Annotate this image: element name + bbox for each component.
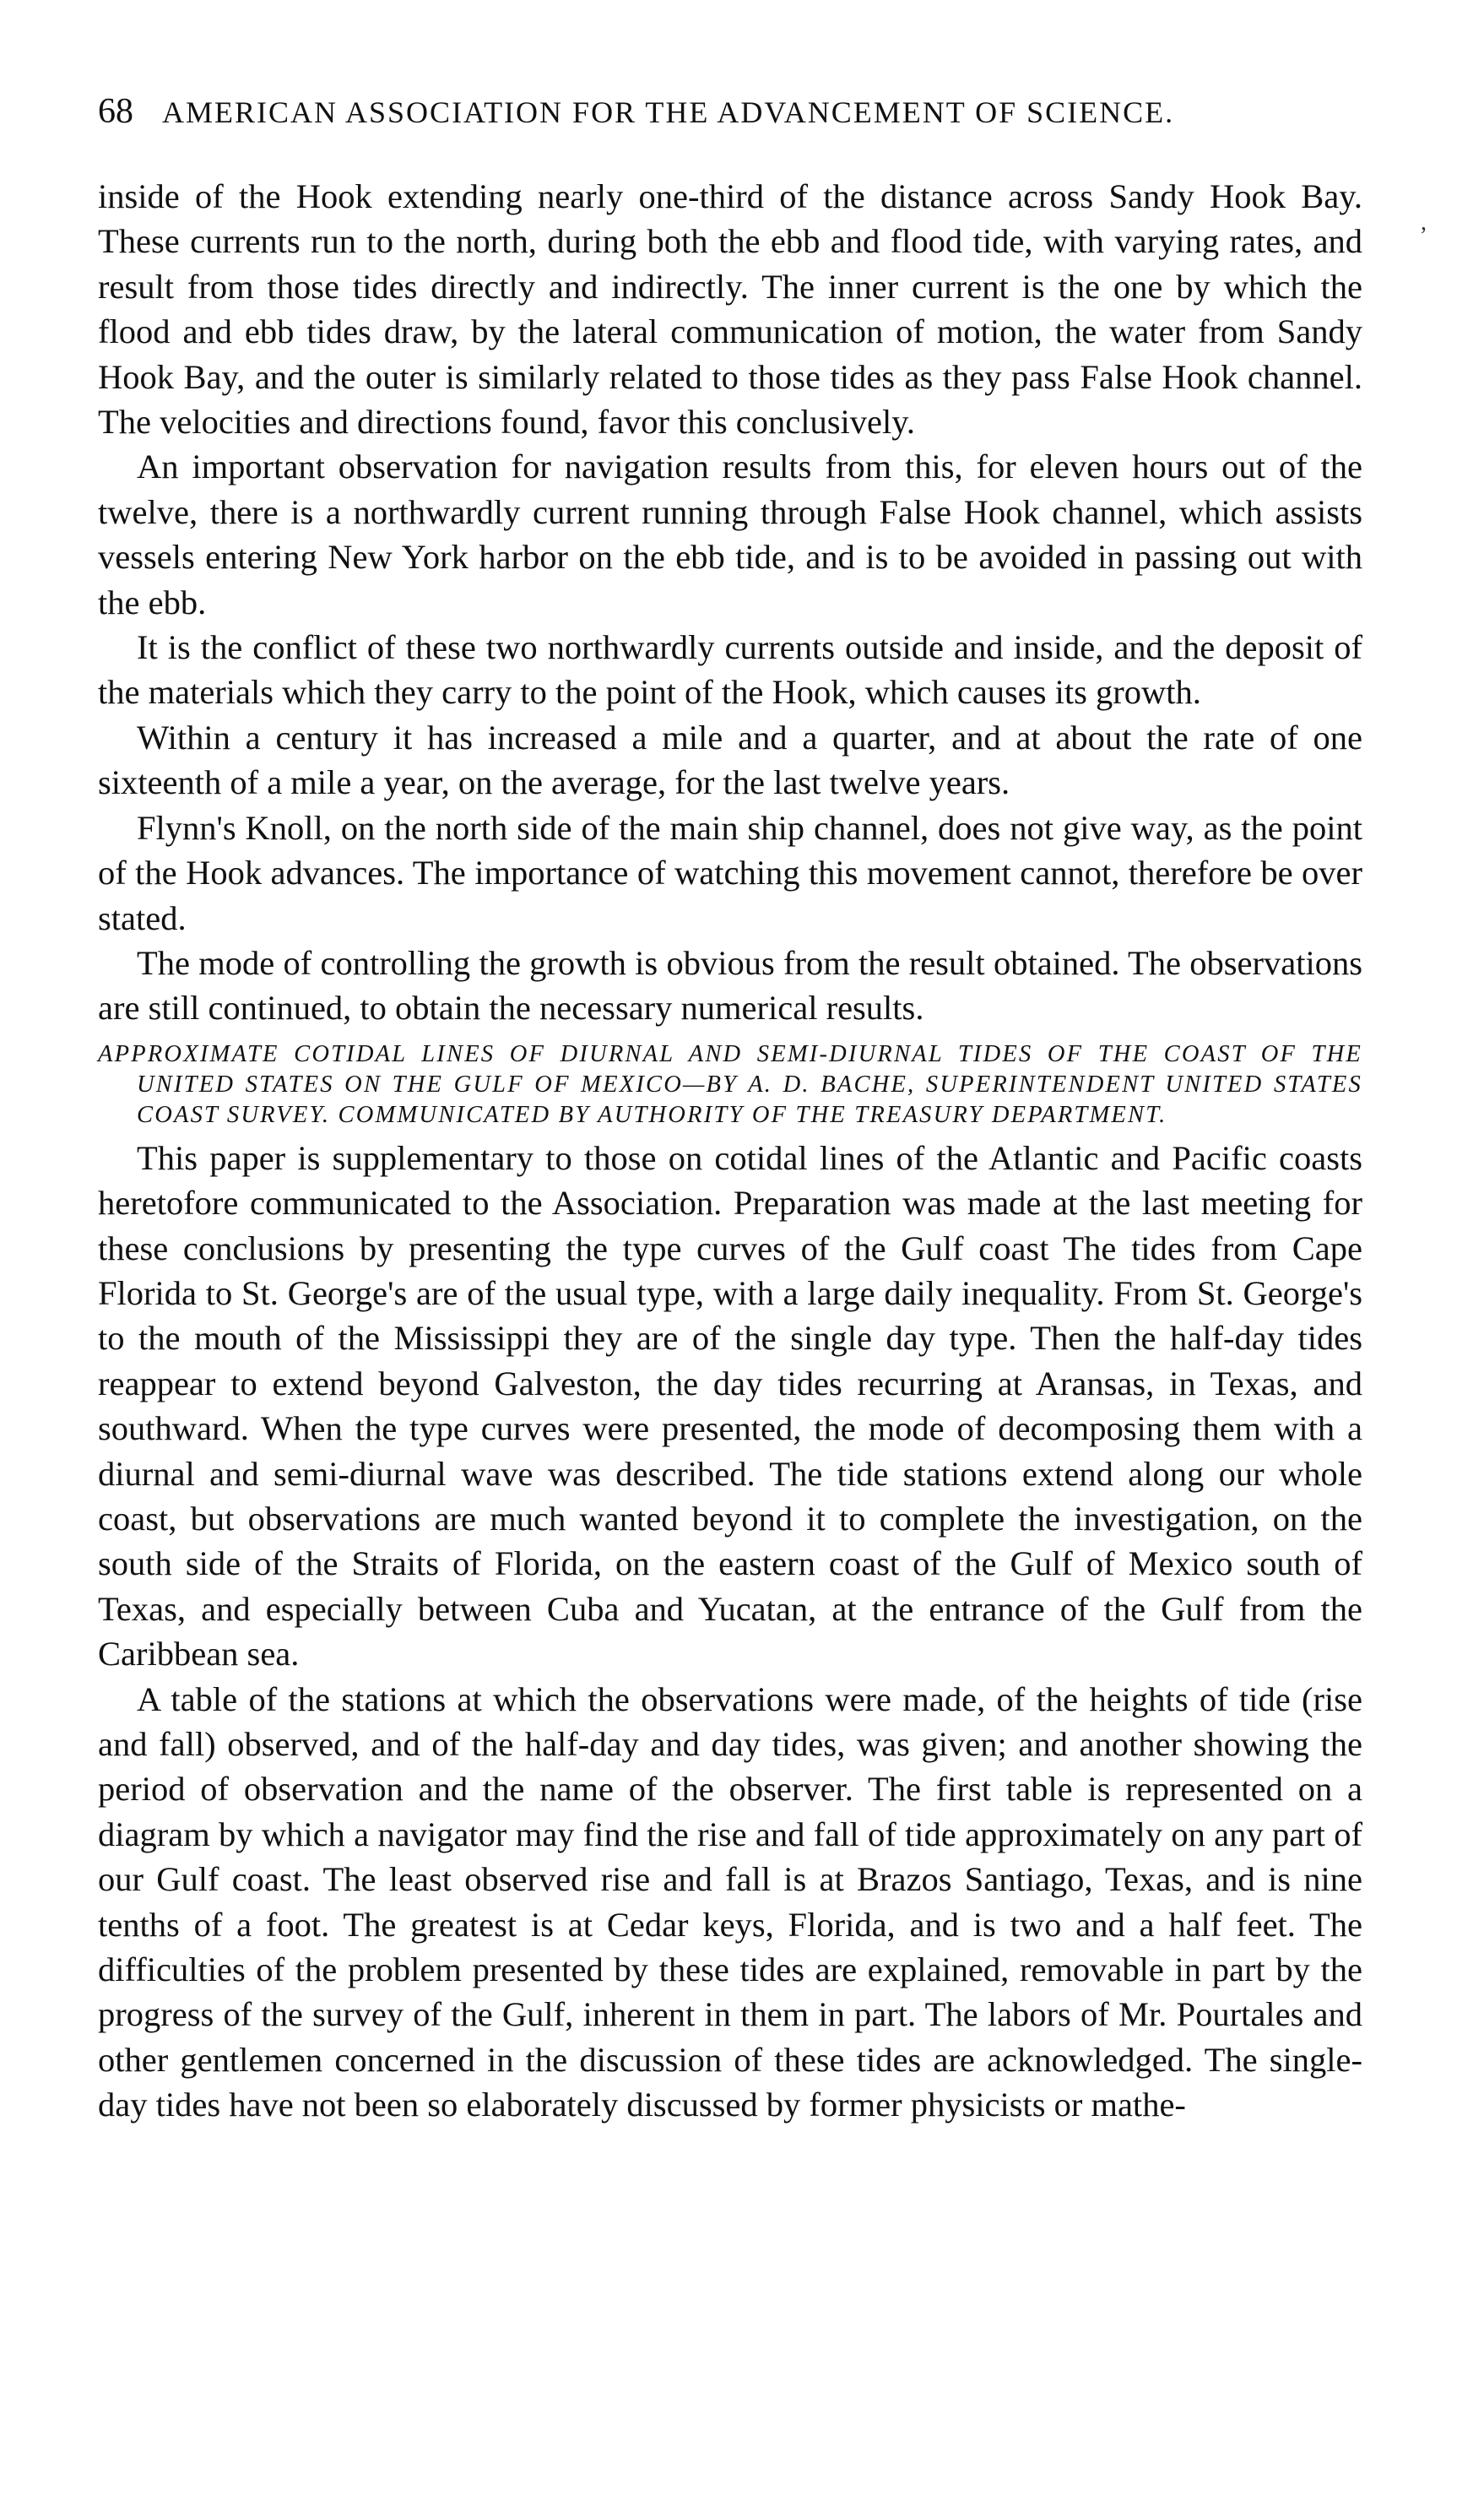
paragraph-continued: inside of the Hook extending nearly one-third of the distance across Sandy Hook Bay. These currents run to the north, during both the ebb and flood tide, with varying rates, and result from those tides directly and indirectly. The inner current is the one by which the flood and ebb tides draw, by the lateral communication of motion, the water from Sandy Hook Bay, and the outer is similarly related to those tides as they pass False Hook channel. The velocities and directions found, favor this conclusively. bbox=[98, 177, 1362, 442]
running-head bbox=[98, 91, 1398, 132]
paragraph: It is the conflict of these two northwardly currents outside and inside, and the deposit of the materials which they carry to the point of the Hook, which causes its growth. bbox=[98, 628, 1362, 712]
paragraph: The mode of controlling the growth is obvious from the result obtained. The observations are still continued, to obtain the necessary numerical results. bbox=[98, 943, 1362, 1028]
running-title: AMERICAN ASSOCIATION FOR THE ADVANCEMENT OF SCIENCE. bbox=[162, 95, 1175, 129]
margin-mark: , bbox=[1421, 209, 1427, 236]
body-text bbox=[98, 174, 1362, 2128]
paragraph: An important observation for navigation results from this, for eleven hours out of the twelve, there is a northwardly current running through False Hook channel, which assists vessels entering New York harbor on the ebb tide, and is to be avoided in passing out with the ebb. bbox=[98, 448, 1362, 621]
paragraph: Flynn's Knoll, on the north side of the main ship channel, does not give way, as the point of the Hook advances. The importance of watching this movement cannot, therefore be over stated. bbox=[98, 808, 1362, 937]
page-number: 68 bbox=[98, 92, 133, 131]
paragraph: This paper is supplementary to those on cotidal lines of the Atlantic and Pacific coasts heretofore communicated to the Association. Preparation was made at the last meeting for these conclusions by presenting the type curves of the Gulf coast The tides from Cape Florida to St. George's are of the usual type, with a large daily inequality. From St. George's to the mouth of the Mississippi they are of the single day type. Then the half-day tides reappear to extend beyond Galveston, the day tides recurring at Aransas, in Texas, and southward. When the type curves were presented, the mode of decomposing them with a diurnal and semi-diurnal wave was described. The tide stations extend along our whole coast, but observations are much wanted beyond it to complete the investigation, on the south side of the Straits of Florida, on the eastern coast of the Gulf of Mexico south of Texas, and especially between Cuba and Yucatan, at the entrance of the Gulf from the Caribbean sea. bbox=[98, 1138, 1362, 1673]
paragraph: A table of the stations at which the observations were made, of the heights of tide (rise and fall) observed, and of the half-day and day tides, was given; and another showing the period of observation and the name of the observer. The first table is represented on a diagram by which a navigator may find the rise and fall of tide approximately on any part of our Gulf coast. The least observed rise and fall is at Brazos Santiago, Texas, and is nine tenths of a foot. The greatest is at Cedar keys, Florida, and is two and a half feet. The difficulties of the problem presented by these tides are explained, removable in part by the progress of the survey of the Gulf, inherent in them in part. The labors of Mr. Pourtales and other gentlemen concerned in the discussion of these tides are acknowledged. The single-day tides have not been so elaborately discussed by former physicists or mathe- bbox=[98, 1679, 1362, 2124]
paragraph: Within a century it has increased a mile and a quarter, and at about the rate of one sixteenth of a mile a year, on the average, for the last twelve years. bbox=[98, 718, 1362, 802]
paper-heading: APPROXIMATE COTIDAL LINES OF DIURNAL AND SEMI-DIURNAL TIDES OF THE COAST OF THE UNITED STATES ON THE GULF OF MEXICO—BY A. D. BACHE, SUPERINTENDENT UNITED STATES COAST SURVEY. COMMUNICATED BY AUTHORITY OF THE TREASURY DEPARTMENT. bbox=[98, 1040, 1362, 1128]
